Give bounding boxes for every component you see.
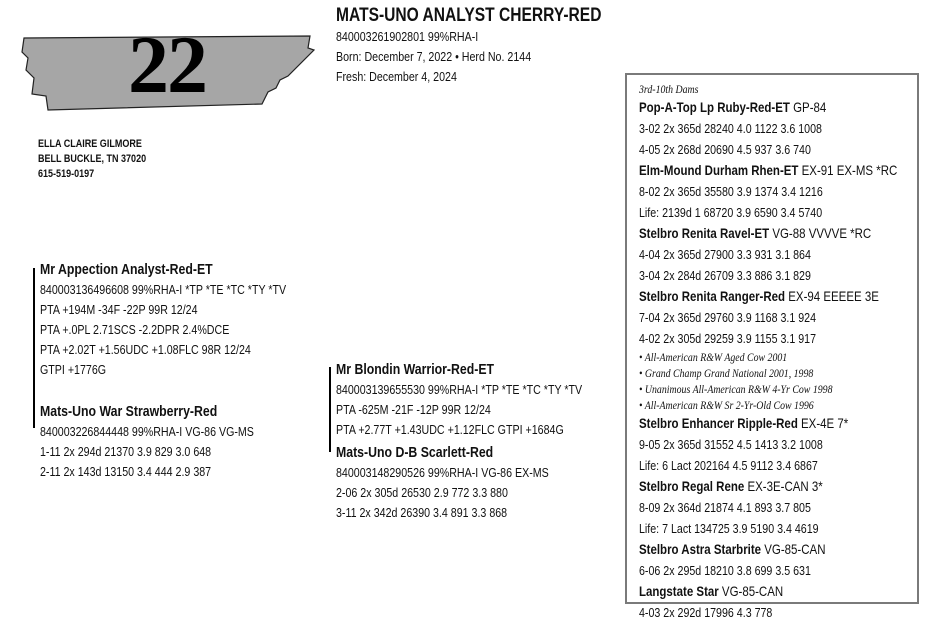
dam-record: 3-04 2x 284d 26709 3.3 886 3.1 829 [639, 268, 811, 283]
dam-record: 6-06 2x 295d 18210 3.8 699 3.5 631 [639, 563, 811, 578]
sire-line: PTA +2.02T +1.56UDC +1.08FLC 98R 12/24 [40, 342, 251, 357]
extended-dams-list [639, 81, 897, 623]
dam-entry-name: Stelbro Regal Rene EX-3E-CAN 3* [639, 478, 823, 494]
pedigree-bracket-mgs [329, 367, 331, 452]
sire-line: PTA +.0PL 2.71SCS -2.2DPR 2.4%DCE [40, 322, 230, 337]
sire-block [40, 260, 286, 380]
dam-record: 3-02 2x 365d 28240 4.0 1122 3.6 1008 [639, 121, 822, 136]
mgd-name: Mats-Uno D-B Scarlett-Red [336, 444, 494, 461]
mgd-line: 840003148290526 99%RHA-I VG-86 EX-MS [336, 465, 549, 480]
mgs-line: PTA +2.77T +1.43UDC +1.12FLC GTPI +1684G [336, 422, 564, 437]
dam-record: 8-09 2x 364d 21874 4.1 893 3.7 805 [639, 500, 811, 515]
dam-entry-name: Elm-Mound Durham Rhen-ET EX-91 EX-MS *RC [639, 162, 898, 178]
mgs-line: 840003139655530 99%RHA-I *TP *TE *TC *TY *TV [336, 382, 583, 397]
dam-entry-name: Stelbro Enhancer Ripple-Red EX-4E 7* [639, 415, 849, 431]
dam-record: 7-04 2x 365d 29760 3.9 1168 3.1 924 [639, 310, 817, 325]
dam-award: • All-American R&W Aged Cow 2001 [639, 350, 788, 364]
sire-line: PTA +194M -34F -22P 99R 12/24 [40, 302, 198, 317]
mgd-line: 3-11 2x 342d 26390 3.4 891 3.3 868 [336, 505, 508, 520]
dam-line: 2-11 2x 143d 13150 3.4 444 2.9 387 [40, 464, 212, 479]
dam-record: 9-05 2x 365d 31552 4.5 1413 3.2 1008 [639, 437, 823, 452]
dam-record: 4-04 2x 365d 27900 3.3 931 3.1 864 [639, 247, 811, 262]
dams-heading: 3rd-10th Dams [639, 82, 699, 96]
pedigree-bracket-sire [33, 268, 35, 428]
dam-record: Life: 7 Lact 134725 3.9 5190 3.4 4619 [639, 521, 819, 536]
sire-line: 840003136496608 99%RHA-I *TP *TE *TC *TY *TV [40, 282, 287, 297]
mgs-name: Mr Blondin Warrior-Red-ET [336, 361, 495, 378]
dam-block [40, 402, 254, 482]
animal-name: MATS-UNO ANALYST CHERRY-RED [336, 5, 602, 26]
owner-info [38, 137, 146, 182]
animal-header [336, 5, 601, 87]
owner-city: BELL BUCKLE, TN 37020 [38, 153, 147, 165]
owner-phone: 615-519-0197 [38, 168, 95, 180]
mgd-line: 2-06 2x 305d 26530 2.9 772 3.3 880 [336, 485, 508, 500]
registration-line: 840003261902801 99%RHA-I [336, 29, 479, 44]
dam-line: 840003226844448 99%RHA-I VG-86 VG-MS [40, 424, 254, 439]
dam-award: • All-American R&W Sr 2-Yr-Old Cow 1996 [639, 398, 814, 412]
dam-name: Mats-Uno War Strawberry-Red [40, 403, 218, 420]
extended-dams-box [625, 73, 919, 620]
dam-record: 4-03 2x 292d 17996 4.3 778 [639, 605, 773, 620]
sire-name: Mr Appection Analyst-Red-ET [40, 261, 213, 278]
dam-record: 4-02 2x 305d 29259 3.9 1155 3.1 917 [639, 331, 817, 346]
lot-badge [18, 18, 318, 128]
sire-line: GTPI +1776G [40, 362, 107, 377]
dam-entry-name: Stelbro Renita Ranger-Red EX-94 EEEEE 3E [639, 288, 879, 304]
maternal-grandsire-block [336, 360, 582, 440]
dam-line: 1-11 2x 294d 21370 3.9 829 3.0 648 [40, 444, 212, 459]
dam-entry-name: Stelbro Renita Ravel-ET VG-88 VVVVE *RC [639, 225, 872, 241]
mgs-line: PTA -625M -21F -12P 99R 12/24 [336, 402, 491, 417]
born-line: Born: December 7, 2022 • Herd No. 2144 [336, 49, 532, 64]
owner-name: ELLA CLAIRE GILMORE [38, 138, 142, 150]
dam-award: • Grand Champ Grand National 2001, 1998 [639, 366, 814, 380]
dam-record: 8-02 2x 365d 35580 3.9 1374 3.4 1216 [639, 184, 823, 199]
dam-entry-name: Stelbro Astra Starbrite VG-85-CAN [639, 541, 826, 557]
dam-record: 4-05 2x 268d 20690 4.5 937 3.6 740 [639, 142, 811, 157]
dam-record: Life: 2139d 1 68720 3.9 6590 3.4 5740 [639, 205, 823, 220]
lot-number: 22 [128, 19, 206, 110]
maternal-granddam-block [336, 443, 549, 523]
dam-award: • Unanimous All-American R&W 4-Yr Cow 1998 [639, 382, 833, 396]
dam-entry-name: Pop-A-Top Lp Ruby-Red-ET GP-84 [639, 99, 827, 115]
dam-record: Life: 6 Lact 202164 4.5 9112 3.4 6867 [639, 458, 818, 473]
fresh-line: Fresh: December 4, 2024 [336, 69, 457, 84]
dam-entry-name: Langstate Star VG-85-CAN [639, 583, 784, 599]
